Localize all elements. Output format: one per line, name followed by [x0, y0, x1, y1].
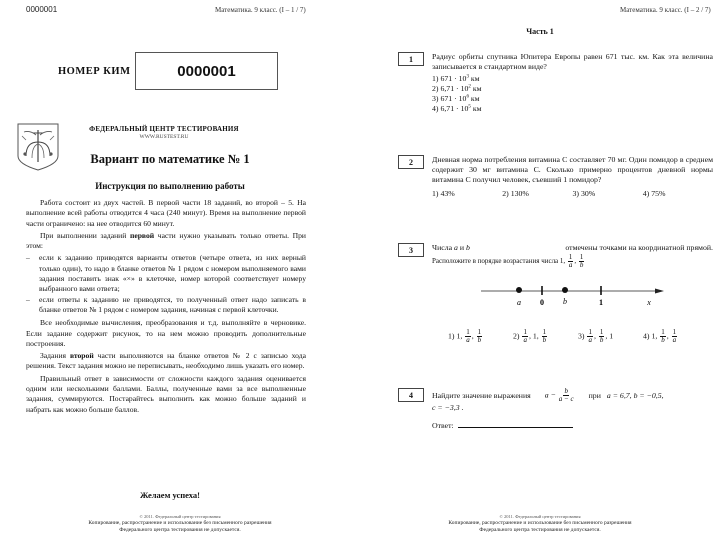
task-option[interactable]: 4) $6,71 \cdot 10^5$ км	[432, 104, 482, 113]
task-option[interactable]: 3) $\frac{1}{a}$ , $\frac{1}{b}$ , 1	[578, 328, 614, 344]
instructions-paragraph: Все необходимые вычисления, преобразования и т.д. выполняйте в черновике. Если задание содержит рисунок, то на нем можно проводить дополнительные построения.	[26, 318, 306, 348]
instructions-paragraph: Работа состоит из двух частей. В первой части 18 заданий, во второй – 5. На выполнение всей работы отводится 4 часа (240 минут). Время на выполнение первой части ограничено: на нее отводится 60 минут.	[26, 198, 306, 228]
task-text: c = −3,3 .	[432, 403, 464, 412]
svg-text:0: 0	[540, 298, 544, 307]
instructions-paragraph: При выполнении заданий первой части нужно указывать только ответы. При этом:	[26, 230, 306, 251]
coat-of-arms-icon	[16, 122, 60, 172]
instructions-bullet: – если к заданию приводятся варианты ответов (четыре ответа, из них верный только один), то надо в бланке ответов № 1 рядом с номером выполняемого вами задания поставить знак «×» в клеточке, номер которой соответствует номеру выбранного вами ответа;	[26, 253, 306, 294]
svg-text:1: 1	[599, 298, 603, 307]
task-option[interactable]: 4) 1, $\frac{1}{b}$ , $\frac{1}{a}$	[643, 328, 677, 344]
instructions-paragraph: Задания второй части выполняются на бланке ответов № 2 с записью хода решения. Текст задания можно не переписывать, необходимо лишь указать его номер.	[26, 351, 306, 371]
task-option[interactable]: 1) 43%	[432, 189, 455, 198]
svg-text:a: a	[517, 298, 521, 307]
wish-text: Желаем успеха!	[140, 490, 200, 500]
instructions-list	[26, 253, 306, 315]
task-option[interactable]: 4) 75%	[642, 189, 666, 198]
kim-label: НОМЕР КИМ	[58, 66, 131, 77]
task-number: 3	[398, 243, 424, 257]
task-text: Числа a и b отмечены точками на координатной прямой.	[432, 243, 713, 252]
task-number: 2	[398, 155, 424, 169]
task-text: Расположите в порядке возрастания числа 1, $\frac{1}{a}$ , $\frac{1}{b}$	[432, 253, 584, 269]
footer	[0, 513, 360, 534]
footer-line: Федерального центра тестирования не допускается.	[119, 527, 241, 533]
task-text: Найдите значение выражения a − $\frac{b}{a - c}$ при a = 6,7, b = −0,5,	[432, 387, 664, 403]
task-option[interactable]: 2) $\frac{1}{a}$ , 1, $\frac{1}{b}$	[513, 328, 547, 344]
instructions-paragraph: Правильный ответ в зависимости от сложности каждого задания оценивается одним или несколькими баллами. Баллы, полученные вами за все выполненные задания, суммируются. Постарайтесь выполнить как можно больше заданий и набрать как можно больше баллов.	[26, 373, 306, 414]
footer-copyright: © 2011. Федеральный центр тестирования	[139, 514, 221, 519]
number-line-diagram	[479, 283, 669, 313]
task-options	[432, 189, 713, 199]
instructions-body	[26, 198, 306, 417]
kim-number: 0000001	[177, 62, 236, 80]
task-text: Дневная норма потребления витамина С составляет 70 мг. Один помидор в среднем содержит 30 мг витамина С. Сколько примерно процентов дневной нормы витамина С получил человек, съевший 1 помидор?	[432, 155, 713, 184]
task-number: 1	[398, 52, 424, 66]
instructions-bullet: – если ответы к заданию не приводятся, то полученный ответ надо записать в бланке ответов № 1 рядом с номером задания, начиная с первой клеточки.	[26, 295, 306, 316]
header-subject: Математика. 9 класс. (I – 2 / 7)	[620, 6, 711, 14]
task-option[interactable]: 3) 30%	[572, 189, 596, 198]
answer-label: Ответ:	[432, 421, 454, 430]
kim-number-box	[135, 52, 278, 90]
footer-line: Копирование, распространение и использование без письменного разрешения	[448, 520, 632, 526]
variant-title: Вариант по математике № 1	[90, 152, 250, 166]
answer-line[interactable]	[458, 427, 573, 428]
right-page	[360, 0, 720, 540]
answer-field[interactable]	[432, 421, 713, 431]
task-option[interactable]: 1) $671 \cdot 10^3$ км	[432, 74, 480, 83]
task-options	[448, 329, 708, 344]
task-number: 4	[398, 388, 424, 402]
header-subject: Математика. 9 класс. (I – 1 / 7)	[215, 6, 306, 14]
svg-text:b: b	[563, 297, 567, 306]
org-url: WWW.RUSTEST.RU	[139, 134, 189, 140]
task-options	[432, 74, 713, 114]
header-code: 0000001	[26, 5, 58, 14]
instructions-title: Инструкция по выполнению работы	[95, 181, 245, 191]
task-option[interactable]: 1) 1, $\frac{1}{a}$ , $\frac{1}{b}$	[448, 328, 482, 344]
part-title: Часть 1	[526, 27, 554, 36]
footer-line: Копирование, распространение и использование без письменного разрешения	[88, 520, 272, 526]
task-text: Радиус орбиты спутника Юпитера Европы равен 671 тыс. км. Как эта величина записывается в стандартном виде?	[432, 52, 713, 71]
task-option[interactable]: 3) $671 \cdot 10^6$ км	[432, 94, 480, 103]
task-option[interactable]: 2) $6,71 \cdot 10^2$ км	[432, 84, 482, 93]
org-name: ФЕДЕРАЛЬНЫЙ ЦЕНТР ТЕСТИРОВАНИЯ	[89, 125, 239, 133]
footer-line: Федерального центра тестирования не допускается.	[479, 527, 601, 533]
svg-text:x: x	[647, 298, 651, 307]
footer	[360, 513, 720, 534]
footer-copyright: © 2011. Федеральный центр тестирования	[499, 514, 581, 519]
task-option[interactable]: 2) 130%	[502, 189, 529, 198]
